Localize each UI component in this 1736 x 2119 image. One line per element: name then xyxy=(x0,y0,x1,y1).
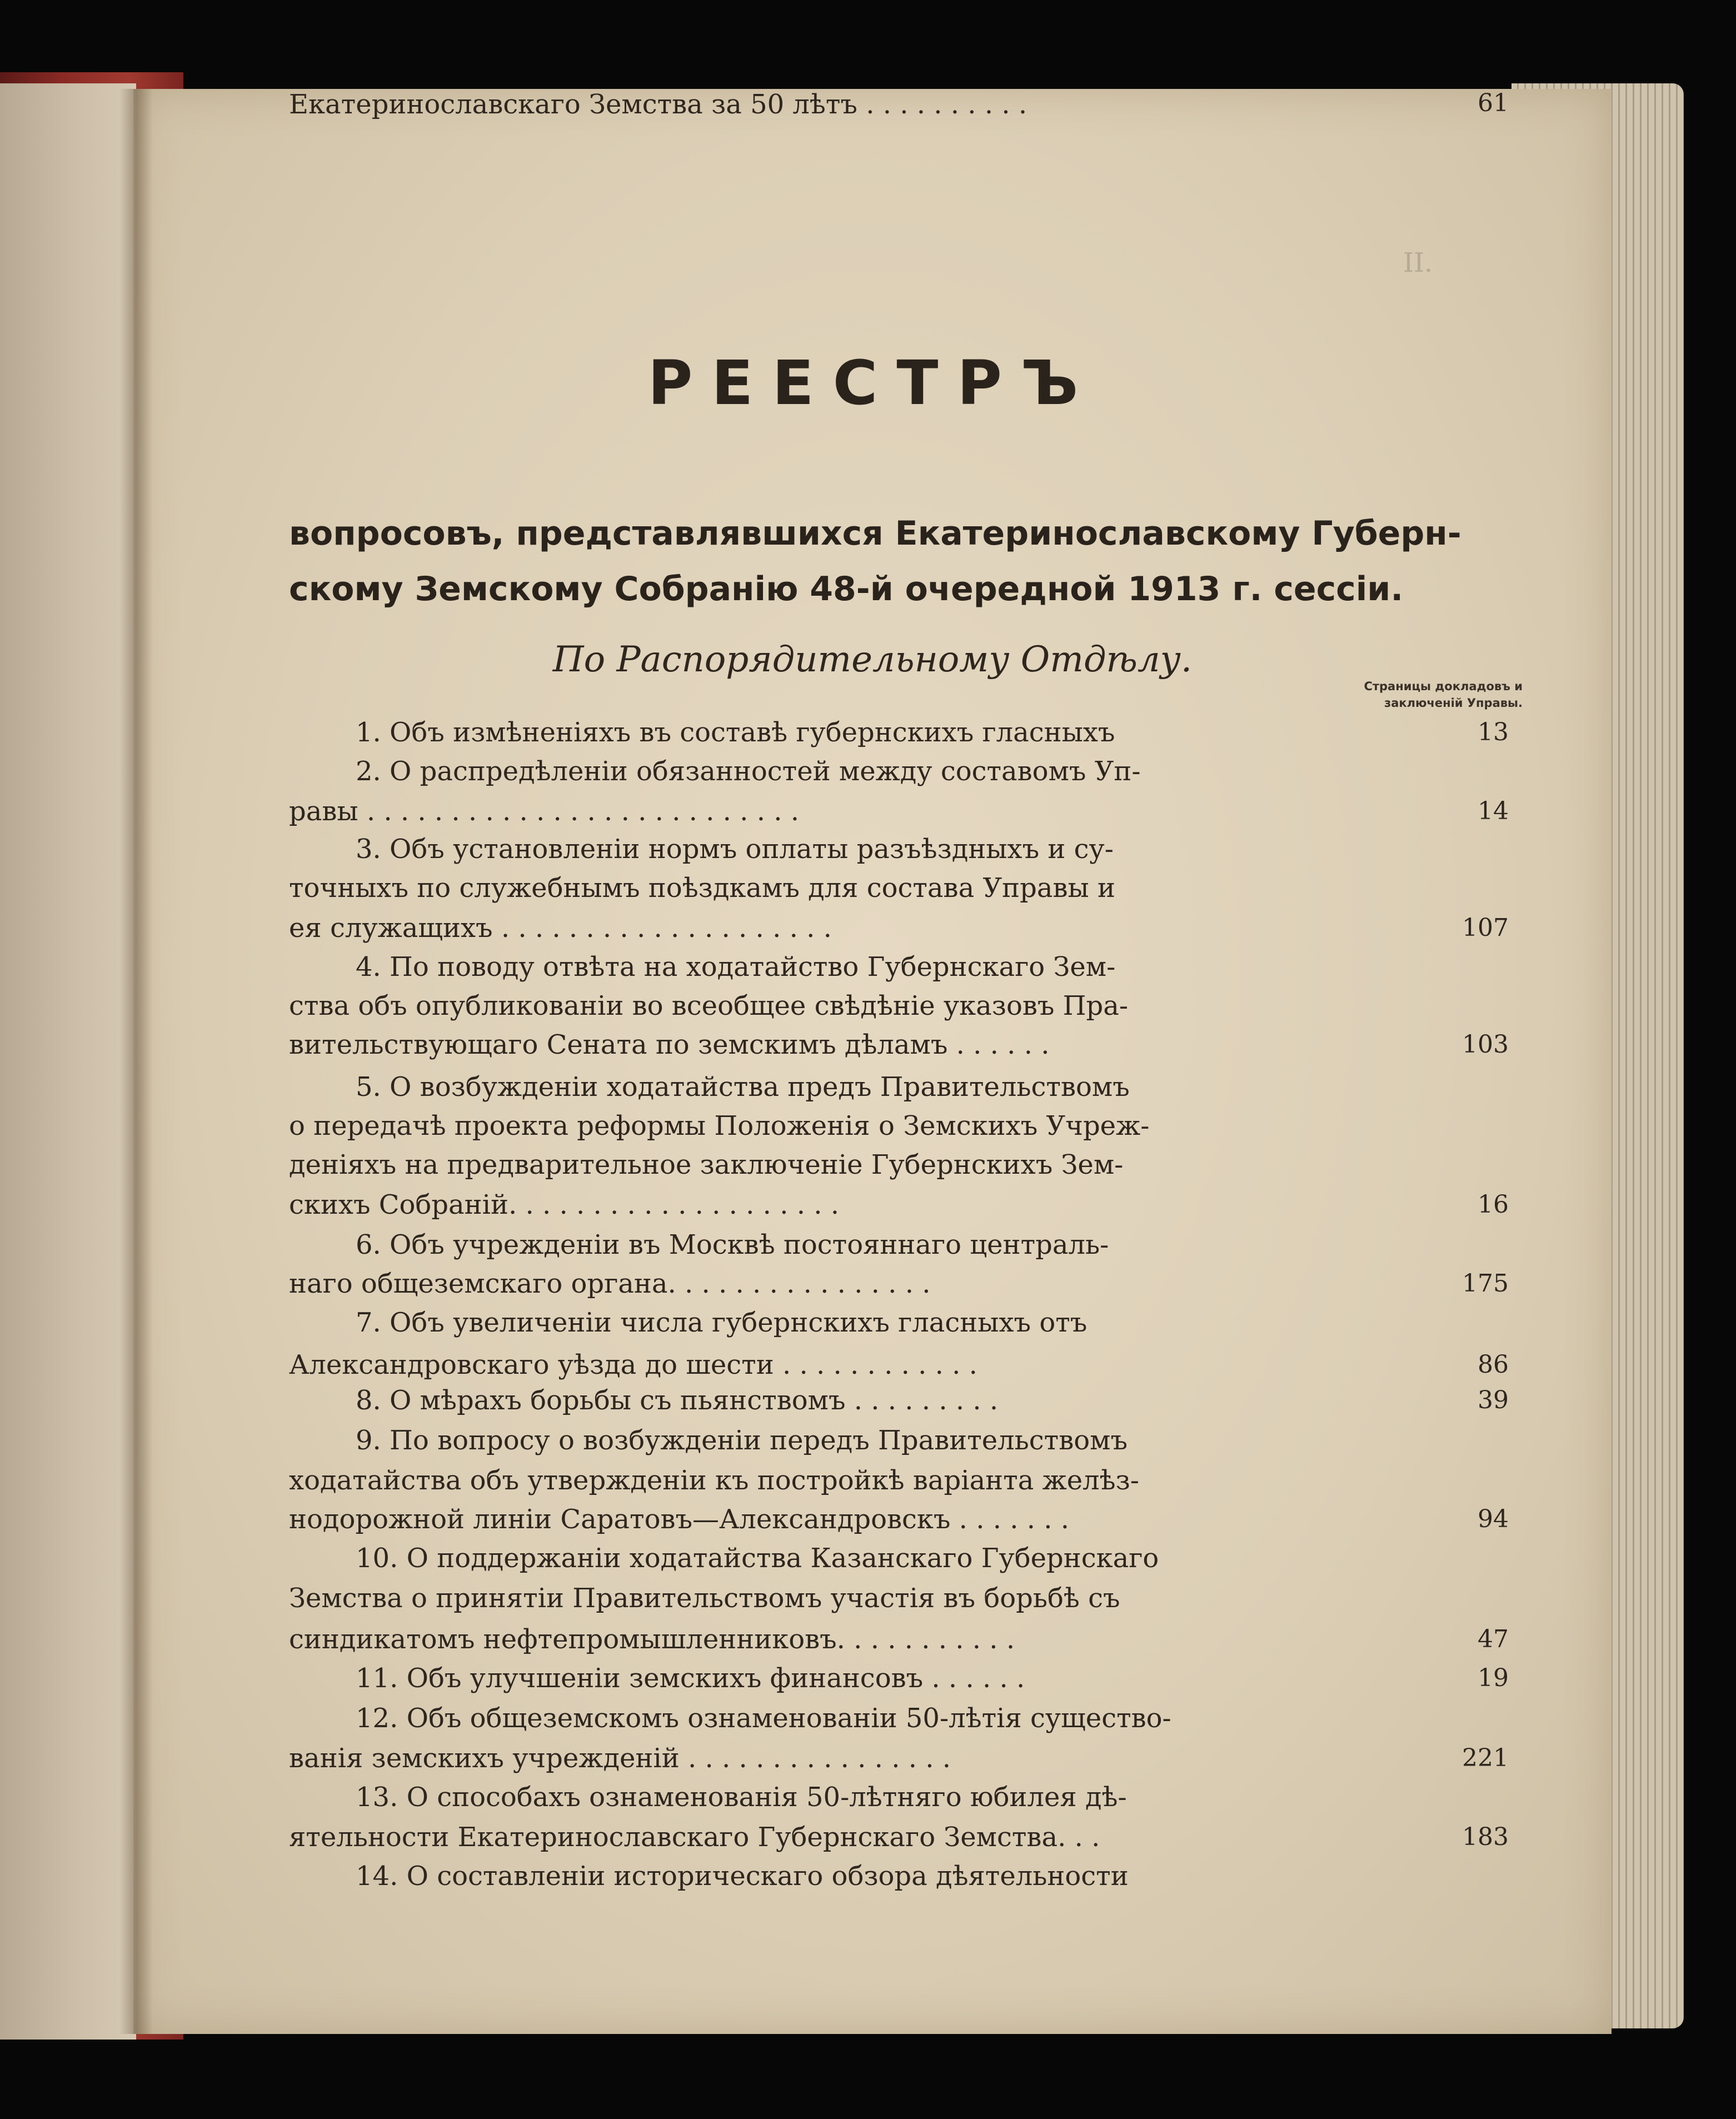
entry-line: 9. По вопросу о возбужденіи передъ Правительствомъ xyxy=(356,1425,1128,1456)
entry-page-number: 16 xyxy=(1478,1190,1509,1219)
entry-line: 14. О составленіи историческаго обзора дѣятельности xyxy=(356,1861,1129,1892)
entry-line: 4. По поводу отвѣта на ходатайство Губернскаго Зем- xyxy=(356,951,1116,983)
entry-page-number: 94 xyxy=(1478,1505,1509,1533)
entry-page-number: 221 xyxy=(1462,1744,1509,1772)
entry-line: 5. О возбужденіи ходатайства предъ Правительствомъ xyxy=(356,1071,1130,1103)
entry-line: нодорожной линіи Саратовъ—Александровскъ . . . . . . . xyxy=(289,1504,1070,1535)
entry-page-number: 183 xyxy=(1462,1823,1509,1851)
entry-line: точныхъ по служебнымъ поѣздкамъ для состава Управы и xyxy=(289,872,1115,904)
entry-page-number: 61 xyxy=(1478,89,1509,117)
entry-page-number: 39 xyxy=(1478,1386,1509,1414)
entry-page-number: 13 xyxy=(1478,718,1509,746)
document-page xyxy=(133,89,1612,2034)
subtitle xyxy=(289,506,1500,617)
entry-page-number: 14 xyxy=(1478,797,1509,825)
entry-line: ванія земскихъ учрежденій . . . . . . . . . . . . . . . . xyxy=(289,1743,951,1774)
entry-page-number: 47 xyxy=(1478,1625,1509,1653)
spine-shadow xyxy=(119,89,153,2034)
entry-line: 12. Объ общеземскомъ ознаменованіи 50-лѣтія существо- xyxy=(356,1703,1171,1734)
entry-line: ятельности Екатеринославскаго Губернскаго Земства. . . xyxy=(289,1822,1100,1853)
entry-page-number: 86 xyxy=(1478,1350,1509,1379)
entry-page-number: 175 xyxy=(1462,1269,1509,1298)
entry-line: 10. О поддержаніи ходатайства Казанскаго Губернскаго xyxy=(356,1543,1159,1574)
subtitle-line: скому Земскому Собранію 48-й очередной 1913 г. сессіи. xyxy=(289,570,1404,609)
entry-line: ства объ опубликованіи во всеобщее свѣдѣніе указовъ Пра- xyxy=(289,990,1129,1021)
entry-line: 3. Объ установленіи нормъ оплаты разъѣздныхъ и су- xyxy=(356,834,1114,865)
entry-line: деніяхъ на предварительное заключеніе Губернскихъ Зем- xyxy=(289,1149,1124,1180)
entry-line: ходатайства объ утвержденіи къ постройкѣ варіанта желѣз- xyxy=(289,1465,1139,1496)
entry-line: 7. Объ увеличеніи числа губернскихъ гласныхъ отъ xyxy=(356,1307,1088,1338)
entry-line: 6. Объ учрежденіи въ Москвѣ постояннаго централь- xyxy=(356,1229,1109,1260)
entry-line: скихъ Собраній. . . . . . . . . . . . . . . . . . . . xyxy=(289,1189,839,1220)
entry-line: о передачѣ проекта реформы Положенія о Земскихъ Учреж- xyxy=(289,1110,1150,1141)
entry-page-number: 103 xyxy=(1462,1030,1509,1059)
entry-line: равы . . . . . . . . . . . . . . . . . . . . . . . . . . xyxy=(289,796,799,827)
entry-line: 1. Объ измѣненіяхъ въ составѣ губернскихъ гласныхъ xyxy=(356,717,1115,748)
subtitle-line: вопросовъ, представлявшихся Екатеринославскому Губерн- xyxy=(289,514,1461,553)
left-page-edge xyxy=(0,83,136,2040)
entry-line: 2. О распредѣленіи обязанностей между составомъ Уп- xyxy=(356,756,1141,787)
entry-line: 11. Объ улучшеніи земскихъ финансовъ . . . . . . xyxy=(356,1663,1025,1694)
entry-line: 13. О способахъ ознаменованія 50-лѣтняго юбилея дѣ- xyxy=(356,1782,1127,1813)
page-title: РЕЕСТРЪ xyxy=(647,347,1098,418)
entry-line: Александровскаго уѣзда до шести . . . . . . . . . . . . xyxy=(289,1349,977,1380)
entry-line: синдикатомъ нефтепромышленниковъ. . . . . . . . . . . xyxy=(289,1624,1015,1655)
column-header-line: заключеній Управы. xyxy=(1384,696,1523,710)
entry-line: наго общеземскаго органа. . . . . . . . . . . . . . . . xyxy=(289,1268,931,1299)
section-title: По Распорядительному Отдѣлу. xyxy=(552,639,1193,680)
entry-line: Екатеринославскаго Земства за 50 лѣтъ . . . . . . . . . . xyxy=(289,89,1027,120)
entry-line: 8. О мѣрахъ борьбы съ пьянствомъ . . . . . . . . . xyxy=(356,1385,999,1416)
entry-line: ея служащихъ . . . . . . . . . . . . . . . . . . . . xyxy=(289,913,832,944)
entry-page-number: 19 xyxy=(1478,1664,1509,1692)
running-head: II. xyxy=(1403,247,1433,278)
entry-line: вительствующаго Сената по земскимъ дѣламъ . . . . . . xyxy=(289,1029,1050,1060)
entry-page-number: 107 xyxy=(1462,914,1509,942)
entry-line: Земства о принятіи Правительствомъ участія въ борьбѣ съ xyxy=(289,1583,1120,1614)
column-header-line: Страницы докладовъ и xyxy=(1364,680,1523,693)
column-header xyxy=(1161,678,1523,711)
